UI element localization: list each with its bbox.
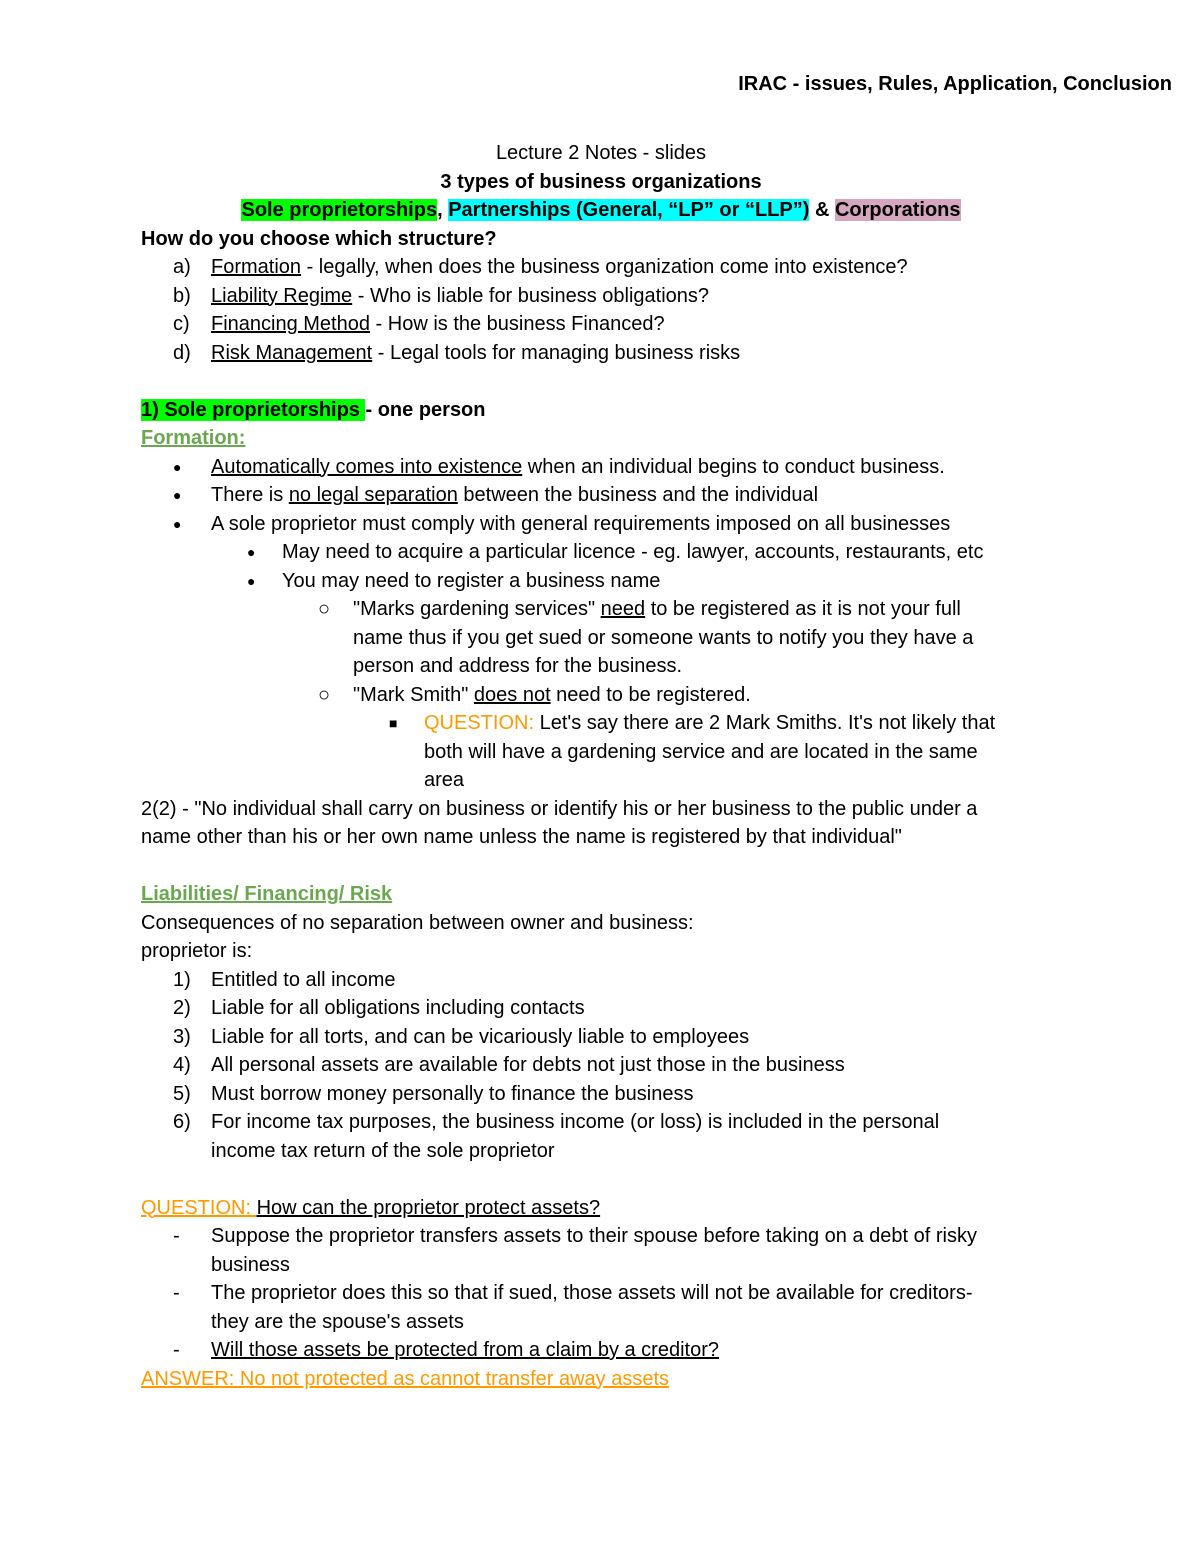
circle-bullet-icon: ○ xyxy=(318,683,331,706)
list-text: Suppose the proprietor transfers assets to their spouse before taking on a debt of risky xyxy=(211,1225,977,1247)
criteria-term: Formation xyxy=(211,256,302,278)
list-text: "Marks gardening services" xyxy=(353,598,601,620)
dash-item xyxy=(141,1336,1061,1365)
underlined-phrase: Will those assets be protected from a claim by a creditor? xyxy=(211,1339,719,1361)
list-marker: a) xyxy=(173,256,191,278)
type-amp: & xyxy=(809,199,835,221)
list-text: area xyxy=(424,769,465,791)
list-text: between the business and the individual xyxy=(457,484,819,506)
criteria-desc: - legally, when does the business organization come into existence? xyxy=(301,256,908,278)
list-text: income tax return of the sole proprietor xyxy=(211,1139,555,1162)
list-text: You may need to register a business name xyxy=(282,569,661,592)
numbered-item xyxy=(141,1051,1061,1080)
list-text: For income tax purposes, the business income (or loss) is included in the personal xyxy=(211,1111,940,1133)
criteria-item xyxy=(141,282,1061,311)
liabilities-intro: Consequences of no separation between owner and business: xyxy=(141,911,694,934)
numbered-item xyxy=(141,1080,1061,1109)
dash-marker: - xyxy=(173,1282,180,1304)
question-text: How can the proprietor protect assets? xyxy=(256,1196,601,1219)
list-text: All personal assets are available for debts not just those in the business xyxy=(211,1054,845,1076)
statute-line: 2(2) - "No individual shall carry on business or identify his or her business to the public under a xyxy=(141,797,978,820)
list-marker: 3) xyxy=(173,1025,191,1048)
list-marker: d) xyxy=(173,341,191,364)
list-marker: 6) xyxy=(173,1111,191,1133)
list-text: There is xyxy=(211,484,289,506)
list-text: Let's say there are 2 Mark Smiths. It's not likely that xyxy=(534,712,996,734)
list-marker: b) xyxy=(173,284,191,307)
dash-marker: - xyxy=(173,1225,180,1247)
underlined-phrase: does not xyxy=(473,683,551,706)
sole-heading-highlight: 1) Sole proprietorships xyxy=(141,398,366,421)
criteria-desc: - Legal tools for managing business risks xyxy=(372,341,741,364)
answer-line: ANSWER: No not protected as cannot transfer away assets xyxy=(141,1367,670,1390)
circle-list-item xyxy=(141,681,1061,710)
question-line xyxy=(141,1194,1061,1223)
criteria-item xyxy=(141,253,1061,282)
criteria-term: Financing Method xyxy=(211,313,370,335)
numbered-item xyxy=(141,1023,1061,1052)
business-types-line xyxy=(141,196,1061,225)
numbered-item xyxy=(141,994,1061,1023)
list-marker: 2) xyxy=(173,997,191,1019)
dash-item xyxy=(141,1279,1061,1336)
list-item xyxy=(141,453,1061,482)
circle-list-item xyxy=(141,595,1061,681)
underlined-phrase: need xyxy=(600,598,646,620)
sub-list-item xyxy=(141,567,1061,596)
list-text: Must borrow money personally to finance the business xyxy=(211,1082,694,1105)
liabilities-intro: proprietor is: xyxy=(141,940,253,962)
numbered-item xyxy=(141,1108,1061,1165)
criteria-desc: - How is the business Financed? xyxy=(369,313,665,335)
criteria-term: Risk Management xyxy=(211,341,373,364)
document-body xyxy=(141,139,1061,1393)
list-text: A sole proprietor must comply with general requirements imposed on all businesses xyxy=(211,512,951,535)
circle-bullet-icon: ○ xyxy=(318,598,331,620)
bullet-icon: ● xyxy=(247,544,256,560)
question-label: QUESTION: xyxy=(141,1196,257,1219)
list-text: person and address for the business. xyxy=(353,655,683,677)
list-marker: 1) xyxy=(173,968,191,991)
criteria-term: Liability Regime xyxy=(211,284,353,307)
sole-heading xyxy=(141,396,1061,425)
list-marker: 4) xyxy=(173,1054,191,1076)
formation-heading: Formation: xyxy=(141,427,246,449)
dash-marker: - xyxy=(173,1339,180,1361)
underlined-phrase: no legal separation xyxy=(288,484,458,506)
list-text: Liable for all obligations including contacts xyxy=(211,997,585,1019)
list-text: both will have a gardening service and are located in the same xyxy=(424,740,978,763)
list-text: to be registered as it is not your full xyxy=(645,598,961,620)
underlined-phrase: Automatically comes into existence xyxy=(211,455,523,478)
page-header: IRAC - issues, Rules, Application, Conclusion xyxy=(738,73,1172,95)
list-text: Liable for all torts, and can be vicariously liable to employees xyxy=(211,1025,750,1048)
list-marker: c) xyxy=(173,313,190,335)
list-text: business xyxy=(211,1253,290,1276)
bullet-icon: ● xyxy=(173,458,182,475)
bullet-icon: ● xyxy=(173,487,182,503)
square-list-item xyxy=(141,709,1061,795)
sub-list-item xyxy=(141,538,1061,567)
statute-line: name other than his or her own name unless the name is registered by that individual" xyxy=(141,826,902,848)
list-marker: 5) xyxy=(173,1082,191,1105)
criteria-item xyxy=(141,310,1061,339)
list-text: they are the spouse's assets xyxy=(211,1310,464,1333)
liabilities-heading: Liabilities/ Financing/ Risk xyxy=(141,883,393,905)
doc-subtitle: 3 types of business organizations xyxy=(440,170,762,193)
criteria-desc: - Who is liable for business obligations? xyxy=(352,284,710,307)
numbered-item xyxy=(141,966,1061,995)
type-separator: , xyxy=(437,199,449,221)
list-text: The proprietor does this so that if sued, those assets will not be available for creditors- xyxy=(211,1282,973,1304)
list-text: May need to acquire a particular licence - eg. lawyer, accounts, restaurants, etc xyxy=(282,541,984,563)
bullet-icon: ● xyxy=(247,572,256,589)
list-text: "Mark Smith" xyxy=(353,683,474,706)
bullet-icon: ● xyxy=(173,515,182,532)
statute-quote xyxy=(141,795,1061,852)
type-sole: Sole proprietorships xyxy=(241,199,438,221)
dash-item xyxy=(141,1222,1061,1279)
type-corporations: Corporations xyxy=(834,199,961,221)
sole-heading-rest: - one person xyxy=(365,398,486,421)
list-text: name thus if you get sued or someone wants to notify you they have a xyxy=(353,626,974,649)
list-text: when an individual begins to conduct business. xyxy=(522,455,945,478)
choose-question: How do you choose which structure? xyxy=(141,227,497,250)
criteria-item xyxy=(141,339,1061,368)
square-bullet-icon: ■ xyxy=(389,715,398,731)
list-item xyxy=(141,510,1061,539)
list-text: need to be registered. xyxy=(550,683,751,706)
list-text: Entitled to all income xyxy=(211,968,396,991)
doc-title: Lecture 2 Notes - slides xyxy=(495,142,707,164)
type-partnerships: Partnerships (General, “LP” or “LLP”) xyxy=(448,199,810,221)
list-item xyxy=(141,481,1061,510)
question-label: QUESTION: xyxy=(424,712,535,734)
